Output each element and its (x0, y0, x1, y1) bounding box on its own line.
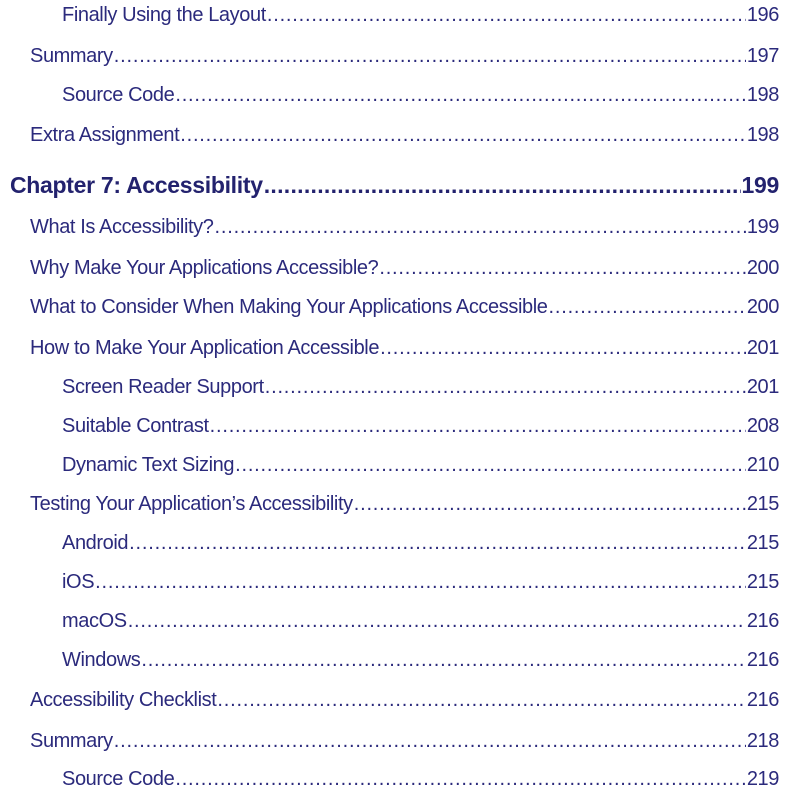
toc-entry-android[interactable] (62, 532, 779, 555)
toc-entry-windows[interactable] (62, 649, 779, 672)
toc-entry-page: 216 (746, 689, 779, 711)
dot-leader (549, 296, 746, 319)
toc-entry-title: Summary (30, 730, 113, 752)
chapter-title: Chapter 7: Accessibility (10, 172, 263, 198)
toc-entry-title: Windows (62, 649, 141, 671)
dot-leader (180, 124, 746, 147)
toc-entry-why-make-accessible[interactable] (30, 257, 779, 280)
toc-entry-page: 210 (746, 454, 779, 476)
toc-entry-summary-2[interactable] (30, 730, 779, 753)
toc-entry-page: 198 (746, 84, 779, 106)
dot-leader (267, 4, 746, 27)
toc-entry-page: 216 (746, 649, 779, 671)
dot-leader (217, 689, 745, 712)
toc-entry-title: iOS (62, 571, 95, 593)
toc-entry-page: 216 (746, 610, 779, 632)
toc-entry-page: 197 (746, 45, 779, 67)
toc-entry-title: Why Make Your Applications Accessible? (30, 257, 379, 279)
toc-entry-page: 201 (746, 337, 779, 359)
toc-entry-title: Android (62, 532, 129, 554)
toc-entry-title: Extra Assignment (30, 124, 180, 146)
toc-entry-what-is-accessibility[interactable] (30, 216, 779, 239)
toc-entry-accessibility-checklist[interactable] (30, 689, 779, 712)
dot-leader (175, 768, 745, 791)
toc-entry-title: Source Code (62, 768, 175, 790)
toc-entry-page: 198 (746, 124, 779, 146)
dot-leader (128, 610, 746, 633)
dot-leader (141, 649, 745, 672)
toc-entry-screen-reader-support[interactable] (62, 376, 779, 399)
dot-leader (354, 493, 746, 516)
toc-entry-page: 215 (746, 532, 779, 554)
toc-entry-title: Finally Using the Layout (62, 4, 266, 26)
dot-leader (264, 172, 741, 199)
toc-entry-page: 215 (746, 493, 779, 515)
toc-entry-page: 208 (746, 415, 779, 437)
toc-entry-page: 200 (746, 257, 779, 279)
toc-entry-title: Summary (30, 45, 113, 67)
toc-entry-how-to-make-accessible[interactable] (30, 337, 779, 360)
toc-entry-suitable-contrast[interactable] (62, 415, 779, 438)
toc-entry-source-code-2[interactable] (62, 768, 779, 791)
dot-leader (379, 257, 745, 280)
toc-entry-title: Screen Reader Support (62, 376, 264, 398)
dot-leader (265, 376, 746, 399)
toc-entry-page: 196 (746, 4, 779, 26)
dot-leader (114, 730, 746, 753)
toc-entry-source-code[interactable] (62, 84, 779, 107)
dot-leader (175, 84, 745, 107)
toc-entry-title: Accessibility Checklist (30, 689, 217, 711)
toc-entry-title: What Is Accessibility? (30, 216, 214, 238)
toc-entry-title: How to Make Your Application Accessible (30, 337, 380, 359)
toc-entry-page: 200 (746, 296, 779, 318)
dot-leader (95, 571, 746, 594)
toc-entry-title: Source Code (62, 84, 175, 106)
toc-entry-page: 218 (746, 730, 779, 752)
dot-leader (380, 337, 746, 360)
dot-leader (235, 454, 746, 477)
toc-entry-page: 219 (746, 768, 779, 790)
toc-entry-page: 199 (746, 216, 779, 238)
toc-entry-page: 215 (746, 571, 779, 593)
toc-entry-title: Suitable Contrast (62, 415, 209, 437)
toc-entry-title: macOS (62, 610, 127, 632)
toc-entry-title: Dynamic Text Sizing (62, 454, 235, 476)
toc-entry-ios[interactable] (62, 571, 779, 594)
toc-entry-summary[interactable] (30, 45, 779, 68)
toc-entry-title: Testing Your Application’s Accessibility (30, 493, 353, 515)
toc-entry-dynamic-text-sizing[interactable] (62, 454, 779, 477)
toc-chapter-heading[interactable] (10, 172, 779, 199)
toc-entry-extra-assignment[interactable] (30, 124, 779, 147)
toc-entry-page: 201 (746, 376, 779, 398)
dot-leader (114, 45, 746, 68)
dot-leader (129, 532, 746, 555)
toc-entry-title: What to Consider When Making Your Applications Accessible (30, 296, 548, 318)
dot-leader (215, 216, 746, 239)
toc-entry-what-to-consider[interactable] (30, 296, 779, 319)
toc-entry-macos[interactable] (62, 610, 779, 633)
dot-leader (210, 415, 746, 438)
toc-entry-finally-using-the-layout[interactable] (62, 4, 779, 27)
toc-entry-testing-accessibility[interactable] (30, 493, 779, 516)
chapter-page: 199 (741, 172, 779, 198)
